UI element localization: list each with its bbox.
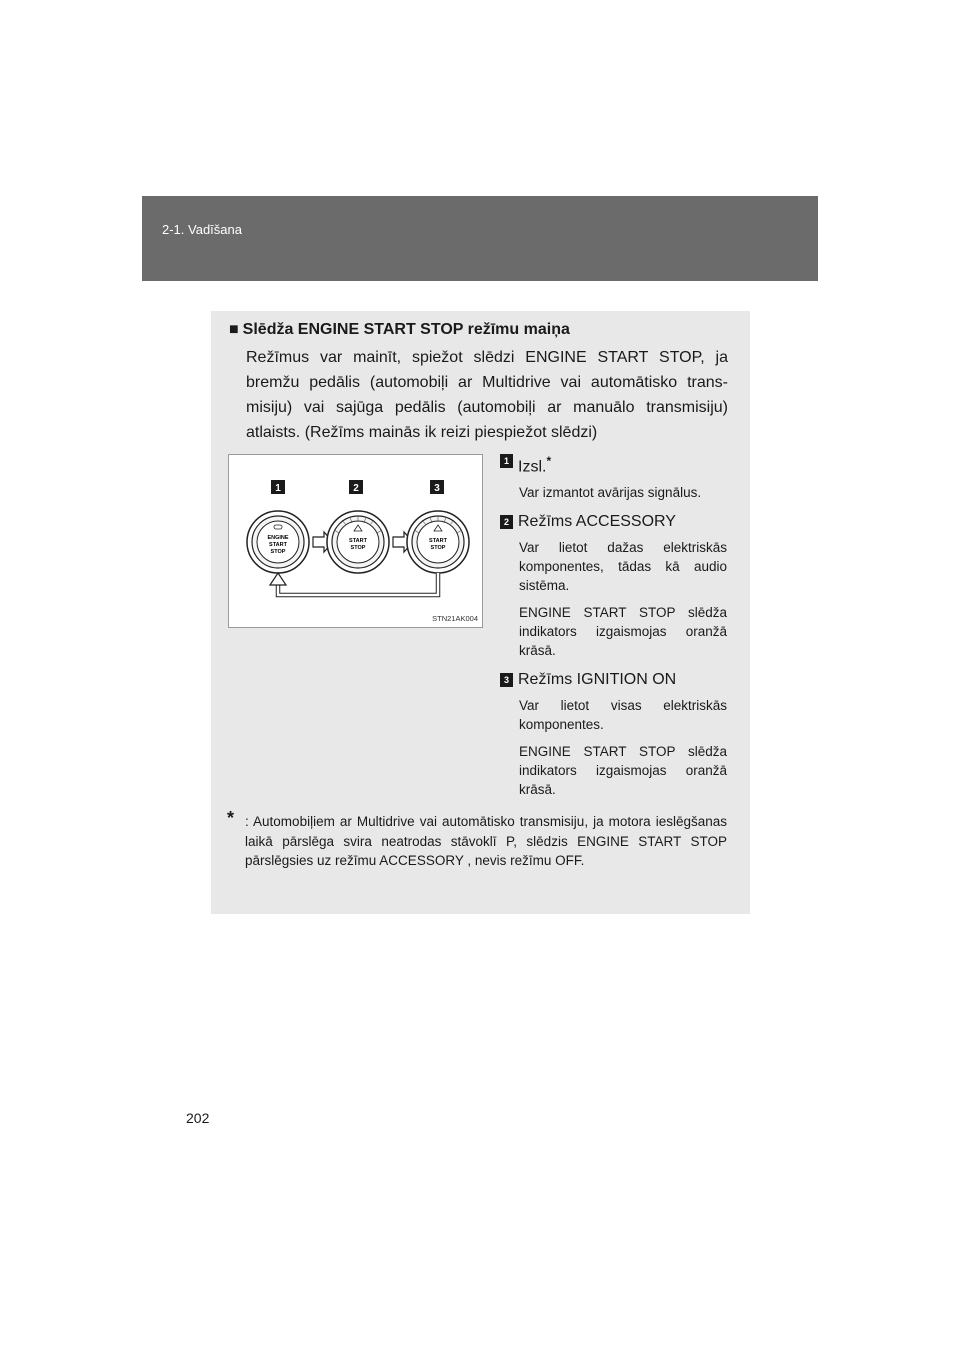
asterisk-icon: * (546, 454, 552, 468)
page-number: 202 (186, 1110, 210, 1126)
info-panel (211, 311, 750, 914)
mode-item-ignition-on (500, 670, 727, 799)
section-header (142, 196, 818, 281)
mode-number-badge: 1 (500, 454, 513, 468)
mode-title: Režīms IGNITION ON (518, 671, 677, 689)
svg-text:START: START (349, 538, 367, 544)
mode-description: Var lietot visas elektriskās komponentes. (519, 698, 727, 733)
engine-button-accessory (327, 511, 389, 573)
engine-button-off (247, 511, 309, 573)
svg-text:STOP: STOP (430, 545, 446, 551)
mode-item-accessory (500, 512, 727, 660)
engine-button-ignition-on (407, 511, 469, 573)
svg-text:ENGINE: ENGINE (267, 535, 289, 541)
panel-heading (229, 321, 570, 339)
footnote-text: : Automobiļiem ar Multidrive vai automātisko transmisiju, ja motora ieslēgšanas laikā pārslēga svira neatrodas stāvoklī P, slēdzis ENGINE START STOP pārslēgsies uz režīmu ACCESSORY , nevis režīmu OFF. (245, 814, 727, 868)
mode-description: Var lietot dažas elektriskās komponentes, tādas kā audio sistēma. (519, 540, 727, 594)
mode-item-off (500, 451, 727, 502)
section-title: 2-1. Vadīšana (162, 222, 242, 237)
mode-number-badge: 3 (500, 673, 513, 687)
arrow-up-icon (270, 573, 286, 585)
mode-list (500, 451, 727, 809)
return-arrow-outline (278, 573, 438, 595)
mode-description: Var izmantot avārijas signālus. (519, 485, 702, 501)
return-arrow-fill (278, 573, 438, 595)
figure-code: STN21AK004 (432, 614, 478, 623)
footnote (227, 808, 727, 871)
figure-label-2: 2 (353, 483, 359, 494)
mode-title: Režīms ACCESSORY (518, 513, 676, 531)
svg-text:START: START (269, 542, 287, 548)
svg-text:STOP: STOP (270, 549, 286, 555)
svg-text:STOP: STOP (350, 545, 366, 551)
bullet-square-icon: ■ (229, 321, 239, 338)
mode-indicator-note: ENGINE START STOP slēdža indikators izgaismojas oranžā krāsā. (519, 605, 727, 659)
svg-text:START: START (429, 538, 447, 544)
heading-text: Slēdža ENGINE START STOP režīmu maiņa (242, 321, 570, 338)
switch-mode-figure (228, 454, 483, 628)
figure-label-1: 1 (275, 483, 281, 494)
mode-indicator-note: ENGINE START STOP slēdža indikators izgaismojas oranžā krāsā. (519, 744, 727, 798)
asterisk-icon: * (227, 808, 235, 828)
switch-mode-diagram (229, 455, 484, 629)
intro-paragraph: Režīmus var mainīt, spiežot slēdzi ENGINE START STOP, ja bremžu pedālis (automobiļi ar Multidrive vai automātisko trans-misiju) vai sajūga pedālis (automobiļi ar manuālo transmisiju) atlaists. (Režīms mainās ik reizi piespiežot slēdzi) (246, 349, 728, 441)
mode-title: Izsl. (518, 458, 547, 476)
figure-label-3: 3 (434, 483, 440, 494)
mode-number-badge: 2 (500, 515, 513, 529)
